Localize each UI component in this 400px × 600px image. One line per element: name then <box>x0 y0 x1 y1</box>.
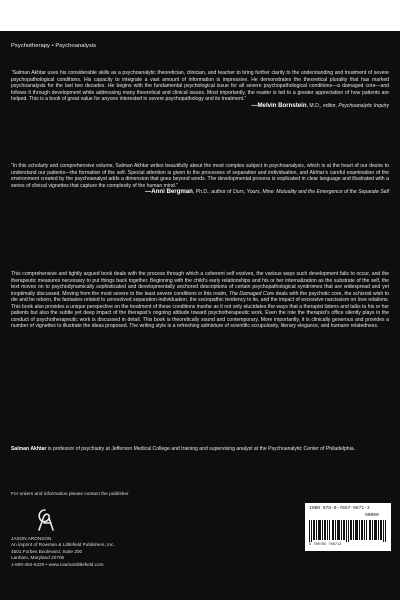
publisher-block <box>11 536 115 568</box>
isbn-text: ISBN 978-0-7657-0671-3 <box>309 506 370 511</box>
quote-2-work: Ours, Yours, Mine: Mutuality and the Emergence of the Separate Self <box>232 189 389 196</box>
description-book-title: The Damaged Core <box>229 290 275 297</box>
barcode-number: 9 780765 706713 <box>309 543 342 547</box>
endorsement-quote-2 <box>11 163 389 196</box>
publisher-logo-icon <box>34 508 56 532</box>
endorsement-quote-1 <box>11 70 389 109</box>
author-name: Salman Akhtar <box>11 446 47 452</box>
author-bio-text: is professor of psychiatry at Jefferson Medical College and training and supervising analyst at the Psychoanalytic Center of Philadelphia. <box>46 446 356 452</box>
price-code: 90000 <box>365 513 379 518</box>
book-description <box>11 271 389 330</box>
top-white-band <box>0 0 400 31</box>
publisher-name: JASON ARONSON <box>11 536 52 541</box>
quote-1-author: —Melvin Bornstein <box>251 101 307 109</box>
category-line: Psychotherapy • Psychoanalysis <box>11 43 97 49</box>
publisher-address-1: 4501 Forbes Boulevard, Suite 200 <box>11 548 83 554</box>
quote-2-attribution <box>11 189 389 196</box>
quote-1-work: Psychoanalytic Inquiry <box>338 102 389 109</box>
quote-1-text: “Salman Akhtar uses his considerable skills as a psychoanalytic theoretician, clinician, and teacher to bring further clarity to the understanding and treatment of severe psychopathological conditions. His capacity to integrate a vast amount of information is impressive. He demonstrates the theoretical plurality that has marked psychoanalysis for the last two decades. He begins with the fundamental psychological issue for all severe psychopathological conditions—a damaged core—and follows it through development while addressing many theoretical and clinical issues. Most importantly, the reader is led to a greater appreciation of how patients are helped. This is a book of great value for anyone interested in severe psychopathology and its treatment.” <box>11 70 389 103</box>
description-part-1: This comprehensive and tightly argued book deals with the process through which a coherent self evolves, the various ways such development fails to occur, and the therapeutic measures necessary to put things back together. Beginning with the child’s early relationships and his or her internalization as the substrate of the self, the text moves on to psychodynamically sophisticated and developmentally anchored descriptions of certain psychopathological syndromes that are widespread and yet inoptimally discussed. Moving from the most severe to the least severe conditions in this realm, <box>11 271 389 297</box>
quote-2-text: “In this scholarly and comprehensive volume, Salman Akhtar writes beautifully about the most complex subject in psychoanalysis, which is at the heart of our desire to understand our patients—the formation of the self. Special attention is given to the processes of separation and individuation, and Akhtar’s careful examination of the environment created by the psychoanalyst adds a dimension that goes beyond words. The developmental process is explicated in clear language and illustrated with a series of clinical vignettes that capture the complexity of the human mind.” <box>11 163 389 189</box>
publisher-imprint: An imprint of Rowman & Littlefield Publishers, Inc. <box>11 542 115 548</box>
quote-1-role: , M.D., editor, <box>306 102 339 109</box>
publisher-address-2: Lanham, Maryland 20706 <box>11 555 65 561</box>
publisher-contact: 1-800-462-6420 • www.rowmanlittlefield.com <box>11 561 104 567</box>
description-part-2: deals with the psychotic core, the schizoid wish to die and be reborn, the fantasies related to unresolved separation-individuation, the sociopathic tendency to lie, and the impact of excessive narcissism on love relations. This book also provides a unique perspective on the treatment of these conditions insofar as it not only elucidates the ways that a therapist listens and talks to his or her patients but also the subtle yet deep impact of the therapist’s ongoing attitude toward psychotherapeutic work. Even the role the therapist’s office silently plays in the conduct of psychotherapeutic work is discussed in detail. This book is theoretically sound and contemporary. More importantly, it is clinically generous and provides a number of vignettes to illustrate the ideas proposed. The writing style is a refreshing admixture of scientific scrupulosity, literary elegance, and humane relatedness. <box>11 290 390 330</box>
barcode-bars <box>309 520 387 542</box>
quote-2-role: , Ph.D., author of <box>192 189 233 196</box>
quote-2-author: —Anni Bergman <box>145 188 193 196</box>
orders-line: For orders and information please contact the publisher <box>11 492 129 497</box>
quote-1-attribution <box>11 103 389 110</box>
author-bio <box>11 446 389 453</box>
